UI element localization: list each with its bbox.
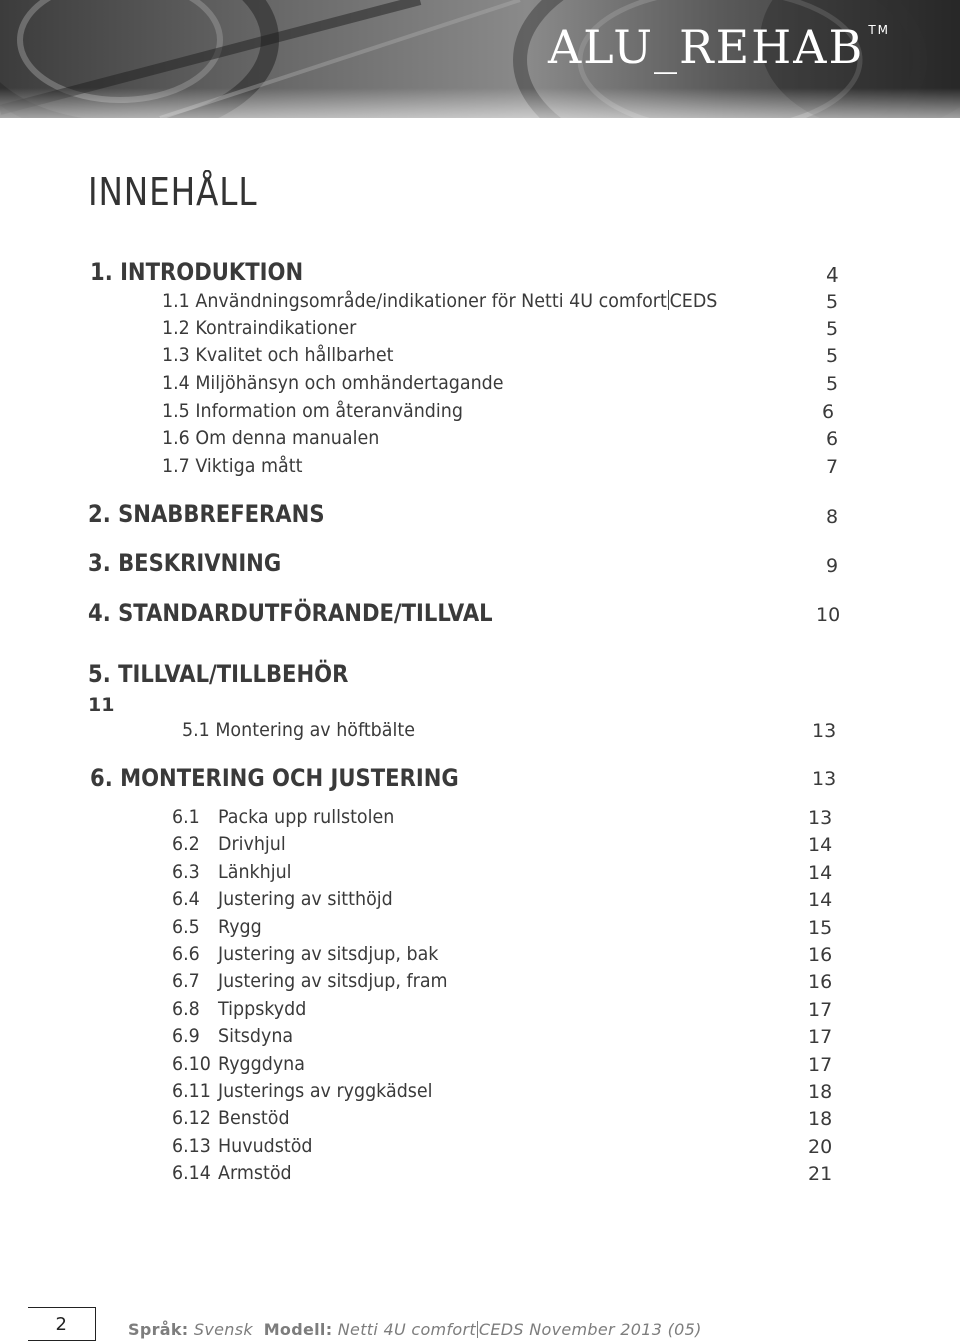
toc-item-1-5: 1.5 Information om återanvänding bbox=[162, 400, 463, 422]
toc-page: 5 bbox=[826, 291, 839, 313]
toc-page: 13 bbox=[812, 768, 837, 790]
toc-page: 17 bbox=[808, 1026, 833, 1048]
toc-page: 7 bbox=[826, 456, 839, 478]
toc-item-number: 6.2 bbox=[172, 833, 200, 855]
page-number-box bbox=[28, 1307, 96, 1341]
toc-page: 20 bbox=[808, 1136, 833, 1158]
toc-page: 15 bbox=[808, 917, 833, 939]
toc-page: 16 bbox=[808, 971, 833, 993]
toc-item-number: 6.14 bbox=[172, 1162, 211, 1184]
toc-item-number: 6.7 bbox=[172, 970, 200, 992]
divider-bar bbox=[668, 290, 669, 310]
toc-section-5: 5. TILLVAL/TILLBEHÖR bbox=[88, 660, 349, 688]
toc-page: 11 bbox=[88, 694, 115, 716]
toc-item-number: 6.12 bbox=[172, 1107, 211, 1129]
toc-item-6-6 bbox=[172, 943, 438, 965]
toc-item-6-7 bbox=[172, 970, 448, 992]
toc-page: 17 bbox=[808, 1054, 833, 1076]
toc-section-6: 6. MONTERING OCH JUSTERING bbox=[90, 764, 459, 792]
toc-item-1-2: 1.2 Kontraindikationer bbox=[162, 317, 357, 339]
toc-item-number: 6.5 bbox=[172, 916, 200, 938]
toc-item-number: 6.1 bbox=[172, 806, 200, 828]
toc-page: 14 bbox=[808, 889, 833, 911]
toc-item-label: Länkhjul bbox=[218, 861, 292, 883]
toc-item-label: Sitsdyna bbox=[218, 1025, 294, 1047]
toc-item-number: 6.4 bbox=[172, 888, 200, 910]
toc-page: 13 bbox=[808, 807, 833, 829]
toc-item-label: Benstöd bbox=[218, 1107, 290, 1129]
toc-item-6-12 bbox=[172, 1107, 290, 1129]
toc-page: 6 bbox=[826, 428, 839, 450]
alu-rehab-logo: ALU_REHAB ™ bbox=[547, 20, 890, 74]
toc-item-6-8 bbox=[172, 998, 306, 1020]
toc-page: 5 bbox=[826, 345, 839, 367]
toc-page: 13 bbox=[812, 720, 837, 742]
header-banner bbox=[0, 0, 960, 118]
toc-section-2: 2. SNABBREFERANS bbox=[88, 500, 325, 528]
toc-item-label: Justerings av ryggkädsel bbox=[218, 1080, 433, 1102]
toc-item-1-3: 1.3 Kvalitet och hållbarhet bbox=[162, 344, 394, 366]
toc-section-1: 1. INTRODUKTION bbox=[90, 258, 304, 286]
toc-page: 9 bbox=[826, 555, 839, 577]
toc-item-number: 6.6 bbox=[172, 943, 200, 965]
toc-item-label: Justering av sitthöjd bbox=[218, 888, 393, 910]
toc-item-6-5 bbox=[172, 916, 262, 938]
toc-item-6-3 bbox=[172, 861, 292, 883]
toc-page: 14 bbox=[808, 862, 833, 884]
toc-item-6-9 bbox=[172, 1025, 293, 1047]
toc-page: 10 bbox=[816, 604, 841, 626]
toc-item-number: 6.10 bbox=[172, 1053, 211, 1075]
toc-item-label: Ryggdyna bbox=[218, 1053, 305, 1075]
toc-item-label: Armstöd bbox=[218, 1162, 292, 1184]
toc-item-6-14 bbox=[172, 1162, 292, 1184]
toc-page: 5 bbox=[826, 373, 839, 395]
toc-item-6-10 bbox=[172, 1053, 305, 1075]
toc-page: 6 bbox=[822, 401, 835, 423]
banner-fade bbox=[0, 88, 960, 118]
toc-item-6-4 bbox=[172, 888, 393, 910]
toc-item-6-2 bbox=[172, 833, 286, 855]
toc-item-label: Tippskydd bbox=[218, 998, 307, 1020]
toc-item-label: Packa upp rullstolen bbox=[218, 806, 395, 828]
toc-page: 4 bbox=[826, 263, 839, 287]
toc-page: 5 bbox=[826, 318, 839, 340]
divider-bar bbox=[477, 1321, 478, 1338]
toc-page: 14 bbox=[808, 834, 833, 856]
toc-item-number: 6.11 bbox=[172, 1080, 211, 1102]
toc-page: 18 bbox=[808, 1108, 833, 1130]
toc-item-1-4: 1.4 Miljöhänsyn och omhändertagande bbox=[162, 372, 504, 394]
toc-item-label: Drivhjul bbox=[218, 833, 286, 855]
toc-item-label: Justering av sitsdjup, fram bbox=[218, 970, 448, 992]
toc-item-number: 6.8 bbox=[172, 998, 200, 1020]
toc-item-number: 6.3 bbox=[172, 861, 200, 883]
toc-section-3: 3. BESKRIVNING bbox=[88, 549, 282, 577]
toc-item-1-7: 1.7 Viktiga mått bbox=[162, 455, 303, 477]
toc-item-label: Justering av sitsdjup, bak bbox=[218, 943, 439, 965]
toc-item-5-1: 5.1 Montering av höftbälte bbox=[182, 719, 415, 741]
toc-item-label: Huvudstöd bbox=[218, 1135, 313, 1157]
toc-page: 16 bbox=[808, 944, 833, 966]
toc-item-label: Rygg bbox=[218, 916, 262, 938]
toc-item-number: 6.9 bbox=[172, 1025, 200, 1047]
footer-info: Språk: Svensk Modell: Netti 4U comfort CEDS November 2013 (05) bbox=[128, 1320, 702, 1339]
toc-page: 18 bbox=[808, 1081, 833, 1103]
toc-item-number: 6.13 bbox=[172, 1135, 211, 1157]
toc-page: 17 bbox=[808, 999, 833, 1021]
toc-page: 21 bbox=[808, 1163, 833, 1185]
toc-item-6-11 bbox=[172, 1080, 433, 1102]
toc-item-1-1: 1.1 Användningsområde/indikationer för Netti 4U comfort CEDS bbox=[162, 290, 718, 312]
toc-item-6-13 bbox=[172, 1135, 313, 1157]
page-number: 2 bbox=[55, 1314, 67, 1335]
toc-page: 8 bbox=[826, 506, 839, 528]
page-title: INNEHÅLL bbox=[88, 170, 258, 214]
toc-item-1-6: 1.6 Om denna manualen bbox=[162, 427, 380, 449]
toc-item-6-1 bbox=[172, 806, 394, 828]
toc-section-4: 4. STANDARDUTFÖRANDE/TILLVAL bbox=[88, 599, 493, 627]
